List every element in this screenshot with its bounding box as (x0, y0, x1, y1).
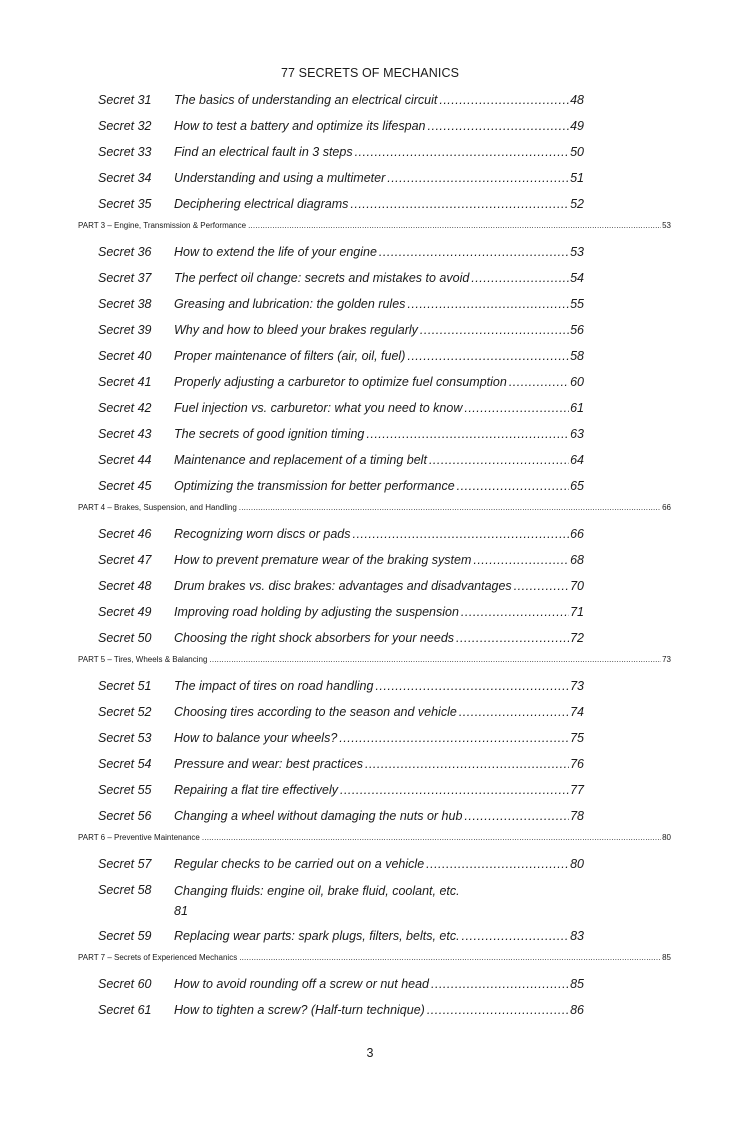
toc-entry[interactable] (98, 729, 584, 747)
secret-page-number: 75 (570, 731, 584, 745)
dot-leader (473, 551, 569, 569)
secret-number: Secret 58 (98, 883, 152, 897)
secret-number: Secret 52 (98, 705, 152, 719)
toc-entry[interactable] (98, 243, 584, 261)
secret-title: How to tighten a screw? (Half-turn technique) (174, 1003, 425, 1017)
secret-page-number: 85 (570, 977, 584, 991)
secret-title-text: Changing fluids: engine oil, brake fluid, coolant, etc. (174, 884, 460, 898)
toc-entry[interactable] (98, 677, 584, 695)
secret-title: Changing a wheel without damaging the nuts or hub (174, 809, 463, 823)
secret-page-number: 56 (570, 323, 584, 337)
dot-leader (464, 399, 569, 417)
dot-leader (350, 195, 569, 213)
part-title: PART 6 – Preventive Maintenance (78, 833, 200, 842)
secret-title: Maintenance and replacement of a timing belt (174, 453, 427, 467)
dot-leader (459, 703, 569, 721)
secret-number: Secret 57 (98, 857, 152, 871)
secret-page-number: 81 (174, 904, 188, 918)
secret-number: Secret 32 (98, 119, 152, 133)
secret-page-number: 72 (570, 631, 584, 645)
part-title: PART 4 – Brakes, Suspension, and Handling (78, 503, 237, 512)
secret-number: Secret 35 (98, 197, 152, 211)
secret-number: Secret 45 (98, 479, 152, 493)
secret-title: How to balance your wheels? (174, 731, 338, 745)
secret-page-number: 55 (570, 297, 584, 311)
toc-entry[interactable] (98, 755, 584, 773)
secret-number: Secret 60 (98, 977, 152, 991)
dot-leader (340, 781, 569, 799)
dot-leader (202, 832, 661, 844)
toc-entry[interactable] (98, 927, 584, 945)
dot-leader (431, 975, 569, 993)
toc-entry[interactable] (98, 881, 584, 921)
secret-page-number: 77 (570, 783, 584, 797)
secret-number: Secret 43 (98, 427, 152, 441)
secret-page-number: 71 (570, 605, 584, 619)
toc-entry[interactable] (98, 781, 584, 799)
toc-entry[interactable] (98, 855, 584, 873)
toc-entry[interactable] (98, 269, 584, 287)
secret-title: Improving road holding by adjusting the suspension (174, 605, 459, 619)
secret-page-number: 61 (570, 401, 584, 415)
part-page-number: 73 (662, 655, 671, 664)
toc-part-heading[interactable] (78, 832, 671, 844)
secret-title: Proper maintenance of filters (air, oil, fuel) (174, 349, 406, 363)
secret-title: Find an electrical fault in 3 steps (174, 145, 353, 159)
secret-page-number: 52 (570, 197, 584, 211)
toc-entry[interactable] (98, 577, 584, 595)
secret-number: Secret 51 (98, 679, 152, 693)
secret-page-number: 49 (570, 119, 584, 133)
secret-title: Why and how to bleed your brakes regularly (174, 323, 418, 337)
toc-entry[interactable] (98, 295, 584, 313)
secret-page-number: 80 (570, 857, 584, 871)
dot-leader (366, 425, 569, 443)
part-page-number: 85 (662, 953, 671, 962)
toc-entry[interactable] (98, 399, 584, 417)
toc-part-heading[interactable] (78, 502, 671, 514)
toc-entry[interactable] (98, 551, 584, 569)
secret-page-number: 48 (570, 93, 584, 107)
dot-leader (387, 169, 569, 187)
toc-entry[interactable] (98, 629, 584, 647)
secret-page-number: 50 (570, 145, 584, 159)
toc-part-heading[interactable] (78, 654, 671, 666)
dot-leader (427, 1001, 569, 1019)
secret-title: The impact of tires on road handling (174, 679, 374, 693)
secret-page-number: 73 (570, 679, 584, 693)
secret-title: Greasing and lubrication: the golden rules (174, 297, 406, 311)
dot-leader (365, 755, 569, 773)
secret-number: Secret 55 (98, 783, 152, 797)
toc-entry[interactable] (98, 143, 584, 161)
toc-entry[interactable] (98, 373, 584, 391)
dot-leader (471, 269, 569, 287)
toc-entry[interactable] (98, 703, 584, 721)
secret-page-number: 54 (570, 271, 584, 285)
secret-page-number: 74 (570, 705, 584, 719)
dot-leader (239, 952, 661, 964)
part-page-number: 80 (662, 833, 671, 842)
secret-number: Secret 46 (98, 527, 152, 541)
dot-leader (464, 807, 569, 825)
secret-title: How to avoid rounding off a screw or nut head (174, 977, 430, 991)
running-header: 77 SECRETS OF MECHANICS (280, 66, 460, 80)
dot-leader (509, 373, 569, 391)
secret-title: Deciphering electrical diagrams (174, 197, 349, 211)
secret-number: Secret 59 (98, 929, 152, 943)
secret-number: Secret 41 (98, 375, 152, 389)
toc-entry[interactable] (98, 807, 584, 825)
secret-number: Secret 31 (98, 93, 152, 107)
dot-leader (429, 451, 569, 469)
secret-page-number: 70 (570, 579, 584, 593)
secret-title: How to test a battery and optimize its lifespan (174, 119, 426, 133)
secret-number: Secret 50 (98, 631, 152, 645)
secret-title: Repairing a flat tire effectively (174, 783, 338, 797)
dot-leader (428, 117, 570, 135)
secret-number: Secret 48 (98, 579, 152, 593)
toc-entry[interactable] (98, 91, 584, 109)
secret-page-number: 76 (570, 757, 584, 771)
secret-title: Properly adjusting a carburetor to optimize fuel consumption (174, 375, 507, 389)
secret-page-number: 66 (570, 527, 584, 541)
secret-number: Secret 42 (98, 401, 152, 415)
dot-leader (456, 629, 569, 647)
secret-page-number: 68 (570, 553, 584, 567)
dot-leader (462, 927, 570, 945)
dot-leader (426, 855, 569, 873)
secret-page-number: 78 (570, 809, 584, 823)
toc-entry[interactable] (98, 451, 584, 469)
secret-page-number: 51 (570, 171, 584, 185)
dot-leader (355, 143, 570, 161)
secret-page-number: 64 (570, 453, 584, 467)
dot-leader (407, 295, 569, 313)
secret-title: Optimizing the transmission for better performance (174, 479, 455, 493)
toc-part-heading[interactable] (78, 220, 671, 232)
toc-entry[interactable] (98, 117, 584, 135)
part-page-number: 66 (662, 503, 671, 512)
toc-part-heading[interactable] (78, 952, 671, 964)
dot-leader (352, 525, 569, 543)
dot-leader (407, 347, 569, 365)
secret-page-number: 53 (570, 245, 584, 259)
secret-number: Secret 61 (98, 1003, 152, 1017)
secret-number: Secret 40 (98, 349, 152, 363)
dot-leader (379, 243, 569, 261)
part-page-number: 53 (662, 221, 671, 230)
toc-entry[interactable] (98, 425, 584, 443)
secret-title: The secrets of good ignition timing (174, 427, 365, 441)
secret-title: Regular checks to be carried out on a vehicle (174, 857, 425, 871)
dot-leader (514, 577, 569, 595)
secret-title: Fuel injection vs. carburetor: what you need to know (174, 401, 463, 415)
dot-leader (375, 677, 569, 695)
secret-page-number: 58 (570, 349, 584, 363)
dot-leader (209, 654, 661, 666)
toc-entry[interactable] (98, 975, 584, 993)
secret-number: Secret 53 (98, 731, 152, 745)
part-title: PART 5 – Tires, Wheels & Balancing (78, 655, 208, 664)
secret-title: The basics of understanding an electrical circuit (174, 93, 438, 107)
dot-leader (457, 477, 569, 495)
secret-number: Secret 37 (98, 271, 152, 285)
dot-leader (339, 729, 569, 747)
secret-page-number: 83 (570, 929, 584, 943)
secret-title: How to prevent premature wear of the braking system (174, 553, 472, 567)
toc-entry[interactable] (98, 525, 584, 543)
secret-title: The perfect oil change: secrets and mistakes to avoid (174, 271, 470, 285)
toc-entry[interactable] (98, 1001, 584, 1019)
secret-number: Secret 38 (98, 297, 152, 311)
secret-title: Choosing the right shock absorbers for your needs (174, 631, 455, 645)
secret-number: Secret 34 (98, 171, 152, 185)
secret-number: Secret 33 (98, 145, 152, 159)
secret-title: Choosing tires according to the season and vehicle (174, 705, 457, 719)
secret-page-number: 63 (570, 427, 584, 441)
toc-entry[interactable] (98, 321, 584, 339)
dot-leader (239, 502, 661, 514)
part-title: PART 7 – Secrets of Experienced Mechanics (78, 953, 238, 962)
secret-title: Understanding and using a multimeter (174, 171, 386, 185)
secret-number: Secret 44 (98, 453, 152, 467)
dot-leader (439, 91, 569, 109)
secret-title: Recognizing worn discs or pads (174, 527, 351, 541)
toc-entry[interactable] (98, 477, 584, 495)
secret-number: Secret 39 (98, 323, 152, 337)
secret-title: How to extend the life of your engine (174, 245, 377, 259)
secret-number: Secret 36 (98, 245, 152, 259)
secret-title: Drum brakes vs. disc brakes: advantages and disadvantages (174, 579, 512, 593)
secret-title: Replacing wear parts: spark plugs, filters, belts, etc. (174, 929, 460, 943)
secret-number: Secret 47 (98, 553, 152, 567)
secret-number: Secret 49 (98, 605, 152, 619)
toc-entry[interactable] (98, 169, 584, 187)
secret-title (174, 881, 474, 921)
dot-leader (420, 321, 569, 339)
dot-leader (461, 603, 569, 621)
toc-entry[interactable] (98, 603, 584, 621)
secret-page-number: 60 (570, 375, 584, 389)
secret-title: Pressure and wear: best practices (174, 757, 363, 771)
secret-page-number: 65 (570, 479, 584, 493)
page-number: 3 (366, 1046, 374, 1060)
secret-number: Secret 54 (98, 757, 152, 771)
dot-leader (248, 220, 661, 232)
toc-entry[interactable] (98, 347, 584, 365)
secret-number: Secret 56 (98, 809, 152, 823)
secret-page-number: 86 (570, 1003, 584, 1017)
toc-entry[interactable] (98, 195, 584, 213)
part-title: PART 3 – Engine, Transmission & Performance (78, 221, 247, 230)
